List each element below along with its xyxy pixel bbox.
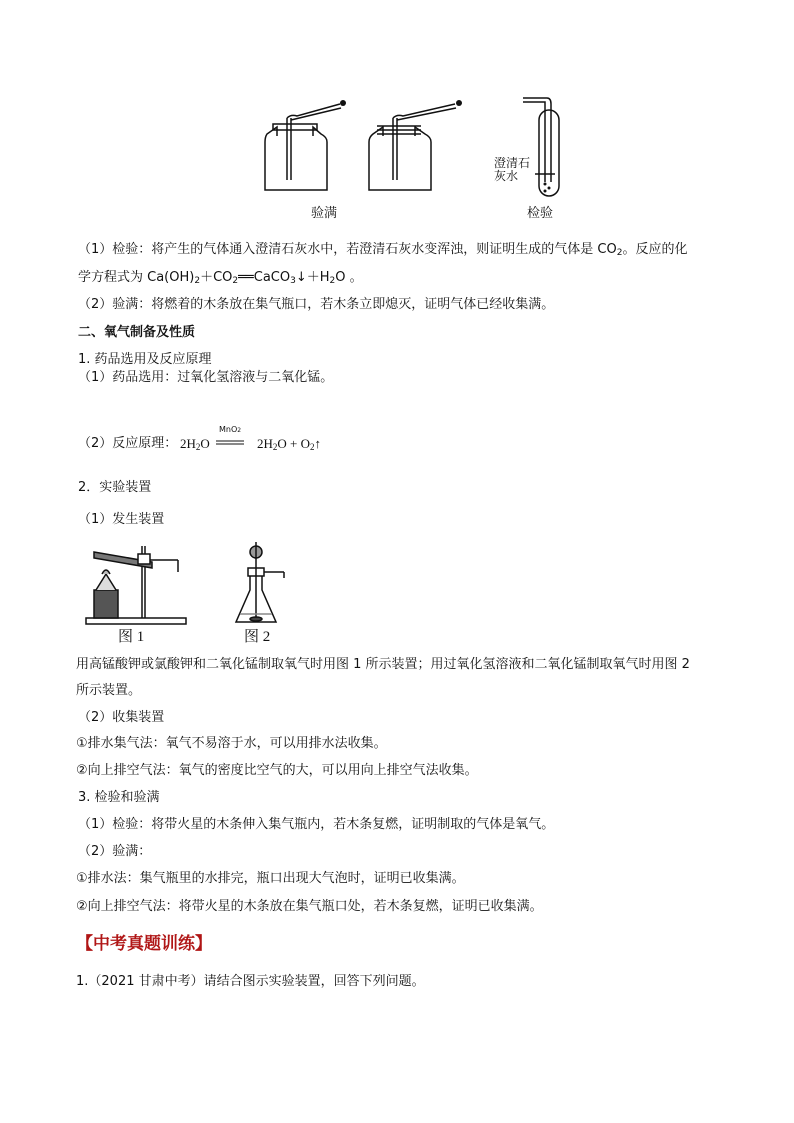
s2-desc-line2: 所示装置。 <box>76 683 142 698</box>
s2-collect: （2）收集装置 <box>78 710 165 725</box>
s3-full-2: ②向上排空气法：将带火星的木条放在集气瓶口处，若木条复燃，证明已收集满。 <box>76 899 543 914</box>
text-a: （1）检验：将产生的气体通入澄清石灰水中，若澄清石灰水变浑浊，则证明生成的气体是 CO <box>78 242 617 257</box>
s2-gen: （1）发生装置 <box>78 512 165 527</box>
sub: 2 <box>310 442 315 452</box>
s2-collect-2: ②向上排空气法：氧气的密度比空气的大，可以用向上排空气法收集。 <box>76 763 478 778</box>
s2-collect-1: ①排水集气法：氧气不易溶于水，可以用排水法收集。 <box>76 736 387 751</box>
oxygen-heading: 二、氧气制备及性质 <box>78 325 196 340</box>
co2-check-line1 <box>78 242 687 258</box>
text-c: ══CaCO <box>238 270 291 285</box>
sub: 2 <box>237 427 242 434</box>
eq-left <box>180 436 210 452</box>
sub: 3 <box>290 276 296 286</box>
caption-yanman: 验满 <box>311 206 338 221</box>
caption-jianyan: 检验 <box>527 206 554 221</box>
co2-check-line2 <box>78 270 363 286</box>
co2-full-line: （2）验满：将燃着的木条放在集气瓶口，若木条立即熄灭，证明气体已经收集满。 <box>78 297 555 312</box>
s2-desc-line1: 用高锰酸钾或氯酸钾和二氧化锰制取氧气时用图 1 所示装置；用过氧化氢溶液和二氧化锰制取氧气时用图 2 <box>76 657 690 672</box>
text: O <box>200 436 210 451</box>
exam-heading: 【中考真题训练】 <box>76 934 212 954</box>
text-d: ↓＋H <box>295 270 330 285</box>
sub: 2 <box>194 276 201 286</box>
eq-right <box>257 436 321 452</box>
exam-question-1: 1.（2021 甘肃中考）请结合图示实验装置，回答下列问题。 <box>76 974 425 989</box>
fig1-caption: 图 1 <box>118 629 145 645</box>
s3-title: 3. 检验和验满 <box>78 790 160 805</box>
s1-reaction-prefix: （2）反应原理： <box>78 436 178 451</box>
text-a: 学方程式为 Ca(OH) <box>78 270 195 285</box>
text: 2H <box>257 436 273 451</box>
sub: 2 <box>616 248 623 258</box>
s3-check: （1）检验：将带火星的木条伸入集气瓶内，若木条复燃，证明制取的气体是氧气。 <box>78 817 555 832</box>
fig2-caption: 图 2 <box>244 629 271 645</box>
sub: 2 <box>232 276 239 286</box>
text: O + O <box>277 436 310 451</box>
co2-apparatus-figure <box>255 92 575 202</box>
catalyst-label <box>219 425 241 435</box>
tube-label-1: 澄清石 <box>494 156 531 170</box>
generator-figure-2 <box>230 540 290 628</box>
tube-label-2: 灰水 <box>494 169 519 183</box>
s1-title: 1. 药品选用及反应原理 <box>78 352 212 367</box>
equation-double-bar <box>216 440 244 446</box>
sub: 2 <box>329 276 336 286</box>
text-e: O 。 <box>335 270 363 285</box>
s3-full: （2）验满： <box>78 844 152 859</box>
text: MnO <box>219 425 238 434</box>
sub: 2 <box>272 442 278 452</box>
text: 2H <box>180 436 196 451</box>
generator-figure-1 <box>82 532 192 628</box>
s3-full-1: ①排水法：集气瓶里的水排完，瓶口出现大气泡时，证明已收集满。 <box>76 871 465 886</box>
s2-title: 2．实验装置 <box>78 480 152 495</box>
text: ↑ <box>314 436 321 451</box>
s1-drug: （1）药品选用：过氧化氢溶液与二氧化锰。 <box>78 370 334 385</box>
sub: 2 <box>195 442 201 452</box>
text-b: ＋CO <box>200 270 233 285</box>
text-b: 。反应的化 <box>622 242 688 257</box>
